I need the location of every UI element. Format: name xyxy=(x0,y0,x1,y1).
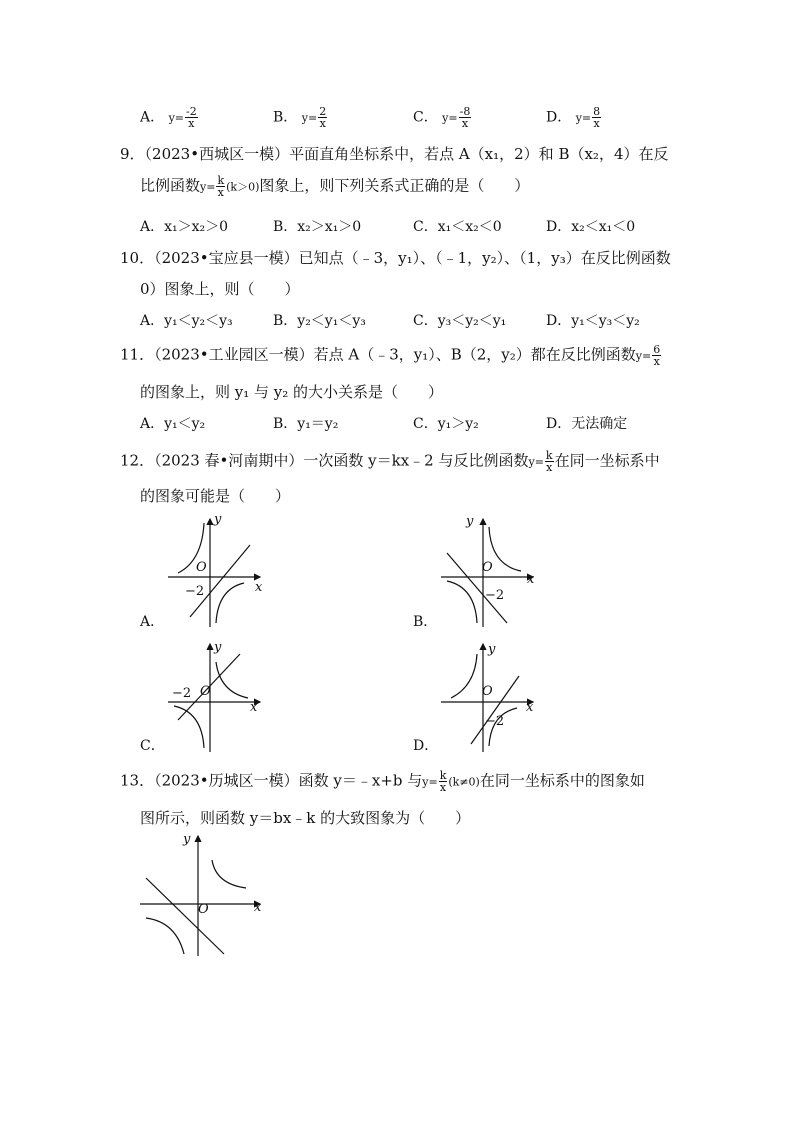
q13-y-label: y xyxy=(183,832,191,847)
q9-option-b[interactable]: B．x₂＞x₁＞0 xyxy=(273,219,362,235)
q11-option-d[interactable]: D．无法确定 xyxy=(546,416,628,432)
q12-graph-a[interactable] xyxy=(160,515,270,630)
q8-option-a[interactable]: A． y= $\frac{-2}{x}$ xyxy=(140,105,197,130)
hyperbola-branch xyxy=(451,654,477,698)
q11-stem-line1: 11．（2023•工业园区一模）若点 A（﹣3，y₁）、B（2，y₂）都在反比例函数y= $\frac{6}{x}$ xyxy=(120,343,661,368)
graph-c-origin-label: O xyxy=(200,684,211,699)
q10-option-d[interactable]: D．y₁＜y₃＜y₂ xyxy=(546,313,640,329)
graph-a-minus2-label: −2 xyxy=(185,584,205,599)
q9-option-d[interactable]: D．x₂＜x₁＜0 xyxy=(546,219,636,235)
graph-b-x-label: x xyxy=(527,572,535,587)
hyperbola-branch xyxy=(216,583,244,623)
hyperbola-branch xyxy=(489,527,521,571)
hyperbola-branch xyxy=(174,706,204,748)
graph-c-minus2-label: −2 xyxy=(172,686,192,701)
graph-d-x-label: x xyxy=(526,700,534,715)
q12-option-c[interactable]: C． xyxy=(140,738,165,754)
q9-option-c[interactable]: C．x₁＜x₂＜0 xyxy=(413,219,502,235)
hyperbola-branch xyxy=(212,860,246,888)
q12-stem-line2: 的图象可能是（ ） xyxy=(140,487,291,505)
q12-option-a[interactable]: A． xyxy=(140,614,165,630)
graph-b-minus2-label: −2 xyxy=(485,588,505,603)
linear-function-line xyxy=(190,545,250,617)
graph-b-y-label: y xyxy=(466,514,474,529)
q8-option-b[interactable]: B． y= $\frac{2}{x}$ xyxy=(273,105,327,130)
q8-option-d[interactable]: D． y= $\frac{8}{x}$ xyxy=(546,105,601,130)
graph-c-x-label: x xyxy=(250,700,258,715)
graph-d-y-label: y xyxy=(488,642,496,657)
q13-graph xyxy=(136,834,266,958)
q13-stem-line1: 13．（2023•历城区一模）函数 y＝﹣x+b 与y= $\frac{k}{x}$ (k≠0)在同一坐标系中的图象如 xyxy=(120,769,645,794)
q10-stem-line1: 10．（2023•宝应县一模）已知点（﹣3，y₁）、（﹣1，y₂）、（1，y₃）在反比例函数 xyxy=(120,249,671,267)
q13-origin-label: O xyxy=(198,902,209,917)
q8-option-c[interactable]: C． y= $\frac{-8}{x}$ xyxy=(413,105,471,130)
hyperbola-branch xyxy=(216,662,248,698)
linear-function-line xyxy=(146,878,224,954)
q10-option-a[interactable]: A．y₁＜y₂＜y₃ xyxy=(140,313,233,329)
q12-option-b[interactable]: B． xyxy=(413,614,438,630)
q9-stem-line2: 比例函数y= $\frac{k}{x}$ (k＞0)图象上，则下列关系式正确的是（ ） xyxy=(140,174,530,199)
graph-a-y-label: y xyxy=(214,512,222,527)
hyperbola-branch xyxy=(447,581,477,623)
q13-stem-line2: 图所示，则函数 y＝bx﹣k 的大致图象为（ ） xyxy=(140,809,471,827)
q11-option-c[interactable]: C．y₁＞y₂ xyxy=(413,416,479,432)
graph-a-x-label: x xyxy=(255,580,263,595)
graph-a-origin-label: O xyxy=(196,560,207,575)
graph-d-origin-label: O xyxy=(482,684,493,699)
graph-d-minus2-label: −2 xyxy=(485,714,505,729)
q10-stem-line2: 0）图象上，则（ ） xyxy=(140,280,300,298)
q9-stem-line1: 9．（2023•西城区一模）平面直角坐标系中，若点 A（x₁，2）和 B（x₂，4）在反 xyxy=(120,145,669,163)
graph-b-origin-label: O xyxy=(482,560,493,575)
hyperbola-branch xyxy=(146,918,184,954)
q12-option-d[interactable]: D． xyxy=(413,738,439,754)
q9-option-a[interactable]: A．x₁＞x₂＞0 xyxy=(140,219,229,235)
q10-option-c[interactable]: C．y₃＜y₂＜y₁ xyxy=(413,313,507,329)
q10-option-b[interactable]: B．y₂＜y₁＜y₃ xyxy=(273,313,366,329)
q12-stem-line1: 12．（2023 春•河南期中）一次函数 y＝kx﹣2 与反比例函数y= $\frac{k}{x}$ 在同一坐标系中 xyxy=(120,449,660,474)
q11-option-b[interactable]: B．y₁＝y₂ xyxy=(273,416,339,432)
q13-x-label: x xyxy=(254,900,262,915)
q11-option-a[interactable]: A．y₁＜y₂ xyxy=(140,416,206,432)
graph-c-y-label: y xyxy=(214,640,222,655)
q11-stem-line2: 的图象上，则 y₁ 与 y₂ 的大小关系是（ ） xyxy=(140,383,444,401)
